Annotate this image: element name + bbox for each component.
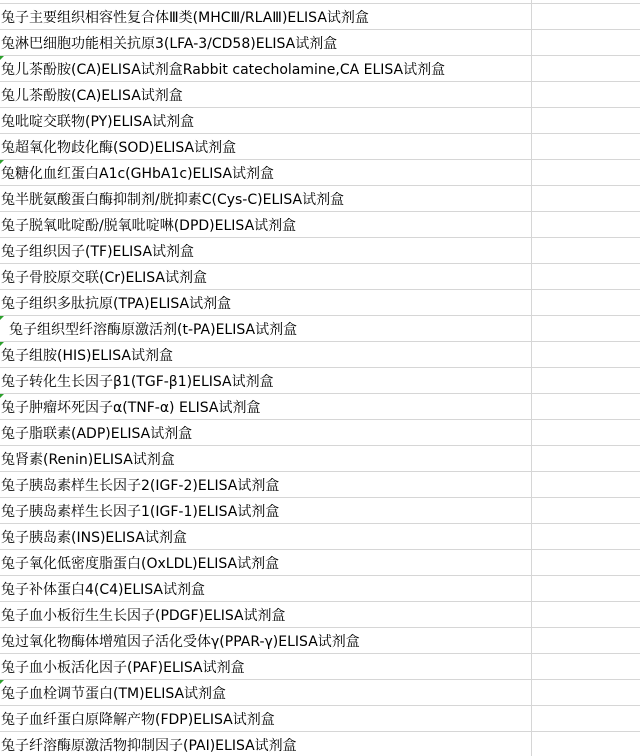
spreadsheet-cell[interactable] [0,420,640,446]
cell-error-indicator-icon [0,160,4,164]
cell-text: 兔子血纤蛋白原降解产物(FDP)ELISA试剂盒 [1,712,275,728]
spreadsheet-cell[interactable] [0,4,640,30]
cell-text: 兔子胰岛素样生长因子2(IGF-2)ELISA试剂盒 [1,478,280,494]
cell-text: 兔子胰岛素样生长因子1(IGF-1)ELISA试剂盒 [1,504,280,520]
cell-text: 兔子补体蛋白4(C4)ELISA试剂盒 [1,582,206,598]
cell-text: 兔子脱氧吡啶酚/脱氧吡啶啉(DPD)ELISA试剂盒 [1,218,297,234]
spreadsheet-cell[interactable] [0,238,640,264]
cell-error-indicator-icon [0,394,4,398]
cell-text: 兔儿茶酚胺(CA)ELISA试剂盒Rabbit catecholamine,CA ELISA试剂盒 [1,62,446,78]
spreadsheet-cell[interactable] [0,628,640,654]
cell-text: 兔子肿瘤坏死因子α(TNF-α) ELISA试剂盒 [1,400,261,416]
cell-error-indicator-icon [0,56,4,60]
spreadsheet-cell[interactable] [0,368,640,394]
spreadsheet-cell[interactable] [0,472,640,498]
spreadsheet-cell[interactable] [0,602,640,628]
spreadsheet-cell[interactable] [0,134,640,160]
cell-text: 兔过氧化物酶体增殖因子活化受体γ(PPAR-γ)ELISA试剂盒 [1,634,360,650]
cell-text: 兔肾素(Renin)ELISA试剂盒 [1,452,175,468]
cell-text: 兔子组胺(HIS)ELISA试剂盒 [1,348,173,364]
spreadsheet-cell[interactable] [0,56,640,82]
cell-error-indicator-icon [0,342,4,346]
cell-text: 兔子组织因子(TF)ELISA试剂盒 [1,244,195,260]
cell-text: 兔子组织多肽抗原(TPA)ELISA试剂盒 [1,296,232,312]
cell-text: 兔子胰岛素(INS)ELISA试剂盒 [1,530,187,546]
spreadsheet-cell[interactable] [0,706,640,732]
spreadsheet-cell[interactable] [0,576,640,602]
cell-text: 兔儿茶酚胺(CA)ELISA试剂盒 [1,88,183,104]
spreadsheet-cell[interactable] [0,680,640,706]
spreadsheet-cell[interactable] [0,550,640,576]
cell-text: 兔糖化血红蛋白A1c(GHbA1c)ELISA试剂盒 [1,166,275,182]
cell-text: 兔子血小板活化因子(PAF)ELISA试剂盒 [1,660,245,676]
cell-text: 兔子骨胶原交联(Cr)ELISA试剂盒 [1,270,207,286]
cell-text: 兔子纤溶酶原激活物抑制因子(PAI)ELISA试剂盒 [1,738,297,754]
spreadsheet-cell[interactable] [0,446,640,472]
spreadsheet-cell[interactable] [0,186,640,212]
cell-text: 兔子血栓调节蛋白(TM)ELISA试剂盒 [1,686,227,702]
column-gridline [531,0,532,756]
spreadsheet-cell[interactable] [0,30,640,56]
cell-text: 兔淋巴细胞功能相关抗原3(LFA-3/CD58)ELISA试剂盒 [1,36,338,52]
spreadsheet-cell[interactable] [0,342,640,368]
cell-text: 兔子脂联素(ADP)ELISA试剂盒 [1,426,193,442]
spreadsheet-cell[interactable] [0,264,640,290]
spreadsheet-cell[interactable] [0,290,640,316]
cell-error-indicator-icon [0,316,4,320]
cell-text: 兔子主要组织相容性复合体Ⅲ类(MHCⅢ/RLAⅢ)ELISA试剂盒 [1,10,369,26]
spreadsheet-cell[interactable] [0,108,640,134]
cell-text: 兔超氧化物歧化酶(SOD)ELISA试剂盒 [1,140,237,156]
cell-text: 兔子氧化低密度脂蛋白(OxLDL)ELISA试剂盒 [1,556,280,572]
cell-text: 兔子组织型纤溶酶原激活剂(t-PA)ELISA试剂盒 [9,322,298,338]
spreadsheet-cell[interactable] [0,732,640,756]
cell-text: 兔吡啶交联物(PY)ELISA试剂盒 [1,114,195,130]
cell-text: 兔子转化生长因子β1(TGF-β1)ELISA试剂盒 [1,374,274,390]
spreadsheet-cell[interactable] [0,654,640,680]
spreadsheet-cell[interactable] [0,498,640,524]
spreadsheet-cell[interactable] [0,82,640,108]
cell-text: 兔子血小板衍生生长因子(PDGF)ELISA试剂盒 [1,608,286,624]
spreadsheet-cell[interactable] [0,524,640,550]
spreadsheet-cell[interactable] [0,160,640,186]
spreadsheet-cell[interactable] [0,212,640,238]
cell-error-indicator-icon [0,680,4,684]
spreadsheet-cell[interactable] [0,394,640,420]
cell-text: 兔半胱氨酸蛋白酶抑制剂/胱抑素C(Cys-C)ELISA试剂盒 [1,192,345,208]
spreadsheet-cell[interactable] [0,316,640,342]
